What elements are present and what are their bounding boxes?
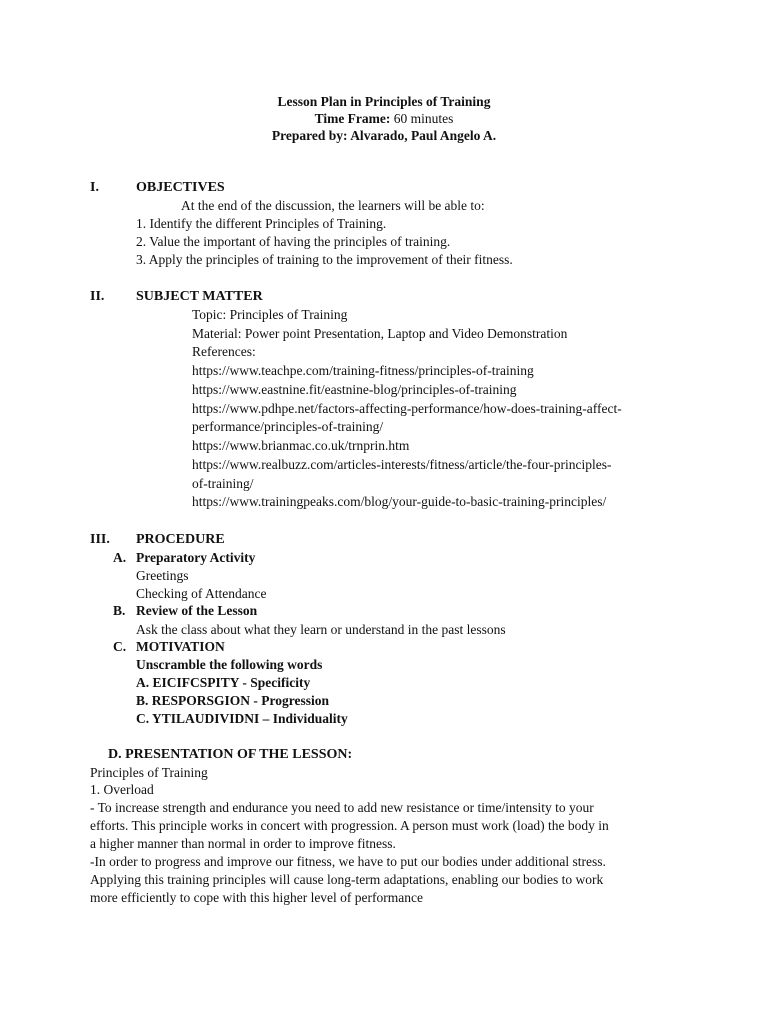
step-a-title: Preparatory Activity (136, 550, 256, 565)
objective-item: 1. Identify the different Principles of Training. (136, 216, 387, 231)
reference-link[interactable]: https://www.eastnine.fit/eastnine-blog/principles-of-training (192, 382, 517, 397)
objectives-heading: OBJECTIVES (136, 180, 225, 195)
material-line: Material: Power point Presentation, Laptop and Video Demonstration (192, 326, 568, 341)
reference-link[interactable]: https://www.trainingpeaks.com/blog/your-guide-to-basic-training-principles/ (192, 494, 607, 509)
lesson-title: Lesson Plan in Principles of Training (277, 94, 491, 109)
presentation-subtitle: Principles of Training (90, 765, 208, 780)
paragraph-line: more efficiently to cope with this higher level of performance (90, 890, 424, 905)
prepared-by-value: Alvarado, Paul Angelo A. (350, 128, 497, 143)
overload-paragraph-1 (90, 799, 690, 853)
references-label: References: (192, 344, 256, 359)
time-frame-line (0, 111, 768, 127)
principle-overload: 1. Overload (90, 782, 154, 797)
reference-link[interactable]: https://www.pdhpe.net/factors-affecting-performance/how-does-training-affect- (192, 401, 622, 416)
paragraph-line: -In order to progress and improve our fitness, we have to put our bodies under additional stress. (90, 854, 606, 869)
scramble-item: A. EICIFCSPITY - Specificity (136, 675, 311, 690)
overload-paragraph-2 (90, 853, 690, 907)
reference-link-continued[interactable]: of-training/ (192, 476, 254, 491)
step-c-label: C. (113, 639, 127, 654)
scramble-item: B. RESPORSGION - Progression (136, 693, 330, 708)
step-b-text: Ask the class about what they learn or understand in the past lessons (136, 622, 506, 637)
procedure-heading: PROCEDURE (136, 532, 225, 547)
step-a-item: Greetings (136, 568, 189, 583)
prepared-by-label: Prepared by: (271, 128, 348, 143)
subject-matter-number: II. (90, 289, 105, 304)
objective-item: 3. Apply the principles of training to the improvement of their fitness. (136, 252, 513, 267)
paragraph-line: Applying this training principles will cause long-term adaptations, enabling our bodies to work (90, 872, 604, 887)
prepared-by-line (0, 128, 768, 144)
time-frame-label: Time Frame: (314, 111, 391, 126)
motivation-instruction: Unscramble the following words (136, 657, 323, 672)
step-b-label: B. (113, 603, 126, 618)
step-a-label: A. (113, 550, 127, 565)
reference-link[interactable]: https://www.teachpe.com/training-fitness/principles-of-training (192, 363, 534, 378)
step-b-title: Review of the Lesson (136, 603, 258, 618)
reference-link-continued[interactable]: performance/principles-of-training/ (192, 419, 384, 434)
objective-item: 2. Value the important of having the principles of training. (136, 234, 451, 249)
objectives-number: I. (90, 180, 99, 195)
paragraph-line: a higher manner than normal in order to improve fitness. (90, 836, 396, 851)
objectives-intro: At the end of the discussion, the learners will be able to: (181, 198, 485, 213)
procedure-number: III. (90, 532, 110, 547)
topic-line: Topic: Principles of Training (192, 307, 348, 322)
time-frame-value: 60 minutes (393, 111, 454, 126)
reference-link[interactable]: https://www.brianmac.co.uk/trnprin.htm (192, 438, 410, 453)
subject-matter-heading: SUBJECT MATTER (136, 289, 263, 304)
paragraph-line: - To increase strength and endurance you need to add new resistance or time/intensity to your (90, 800, 594, 815)
scramble-item: C. YTILAUDIVIDNI – Individuality (136, 711, 348, 726)
presentation-heading: D. PRESENTATION OF THE LESSON: (108, 747, 353, 762)
step-a-item: Checking of Attendance (136, 586, 267, 601)
step-c-title: MOTIVATION (136, 639, 225, 654)
reference-link[interactable]: https://www.realbuzz.com/articles-interests/fitness/article/the-four-principles- (192, 457, 612, 472)
paragraph-line: efforts. This principle works in concert with progression. A person must work (load) the body in (90, 818, 609, 833)
